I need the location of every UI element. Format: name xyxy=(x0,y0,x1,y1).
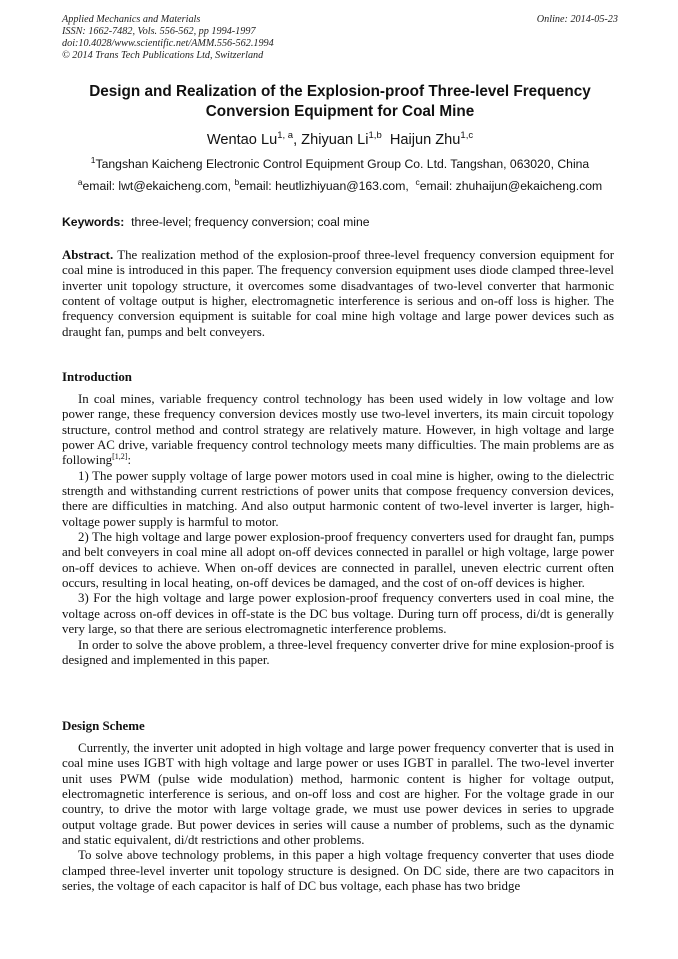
paragraph xyxy=(62,392,614,469)
paragraph-end: : xyxy=(127,453,132,468)
introduction-body xyxy=(62,392,614,668)
affiliation-text: Tangshan Kaicheng Electronic Control Equipment Group Co. Ltd. Tangshan, 063020, China xyxy=(95,157,590,171)
title-line-1: Design and Realization of the Explosion-proof Three-level Frequency xyxy=(89,83,591,100)
title-line-2: Conversion Equipment for Coal Mine xyxy=(205,103,475,120)
paragraph: 3) For the high voltage and large power explosion-proof frequency converters used in coal mine, the voltage across on-off devices in off-state is the DC bus voltage. During turn off process, di/dt is generally very large, so that there are serious electromagnetic interference problems. xyxy=(62,591,614,637)
email-mark: a xyxy=(77,177,83,187)
keywords-text: three-level; frequency conversion; coal mine xyxy=(131,215,370,229)
design-scheme-body xyxy=(62,741,614,894)
email-link[interactable]: email: zhuhaijun@ekaicheng.com xyxy=(419,179,603,193)
email-list xyxy=(62,178,618,194)
affiliation xyxy=(62,156,618,172)
author-affil-mark: 1,c xyxy=(460,130,474,141)
author-affil-mark: 1,b xyxy=(368,130,382,141)
paragraph: Currently, the inverter unit adopted in high voltage and large power frequency converter that is used in coal mine uses IGBT with high voltage and large power or uses IGBT in parallel. The two-level inverter unit uses PWM (pulse wide modulation) method, harmonic content is higher for voltage output, electromagnetic interference is serious, and on-off loss and cost are higher. For the voltage grade in our country, to drive the motor with large voltage grade, we must use power devices in series to upgrade output voltage grade. But power devices in series will cause a number of problems, such as the dynamic and static equivalent, di/dt restrictions and other problems. xyxy=(62,741,614,848)
paper-title xyxy=(62,82,618,122)
issn-line: ISSN: 1662-7482, Vols. 556-562, pp 1994-1997 xyxy=(62,26,256,37)
email-mark: b xyxy=(234,177,240,187)
online-date: Online: 2014-05-23 xyxy=(536,14,618,25)
email-mark: c xyxy=(415,177,420,187)
paragraph-text: In coal mines, variable frequency control technology has been used widely in low voltage and low power range, these frequency conversion devices mostly use two-level inverters, its main circuit topology structure, control method and control strategy are relatively mature. However, in high voltage and large power AC drive, variable frequency control technology meets many difficulties. The main problems are as following xyxy=(62,392,614,468)
doi-line: doi:10.4028/www.scientific.net/AMM.556-562.1994 xyxy=(62,38,274,49)
abstract-text: The realization method of the explosion-proof three-level frequency conversion equipment for coal mine is introduced in this paper. The frequency conversion equipment uses diode clamped three-level inverter unit topology structure, it overcomes some disadvantages of two-level converter that harmonic content of voltage output is higher, electromagnetic interference is serious and on-off loss is higher. The frequency conversion equipment is suitable for coal mine high voltage and large power devices such as draught fan, pumps and belt conveyers. xyxy=(62,248,614,339)
author-name: Zhiyuan Li xyxy=(301,132,369,148)
affiliation-mark: 1 xyxy=(90,155,96,165)
journal-header xyxy=(62,14,618,62)
abstract xyxy=(62,248,614,340)
paragraph: To solve above technology problems, in this paper a high voltage frequency converter that uses diode clamped three-level inverter unit topology structure is designed. On DC side, there are two capacitors in series, the voltage of each capacitor is half of DC bus voltage, each phase has two bridge xyxy=(62,848,614,894)
author-name: Wentao Lu xyxy=(206,132,278,148)
abstract-label: Abstract. xyxy=(62,248,114,262)
email-link[interactable]: email: lwt@ekaicheng.com, xyxy=(82,179,235,193)
copyright-line: © 2014 Trans Tech Publications Ltd, Switzerland xyxy=(62,50,264,61)
keywords-label: Keywords: xyxy=(62,215,125,229)
author-separator: , xyxy=(293,132,302,148)
paragraph: 1) The power supply voltage of large power motors used in coal mine is higher, owing to the dielectric strength and withstanding current restrictions of power units that compose frequency conversion devices, there are difficulties in matching. And also output harmonic content of two-level inverter is larger, high-voltage power supply is harmful to motor. xyxy=(62,468,614,529)
paragraph: In order to solve the above problem, a three-level frequency converter drive for mine explosion-proof is designed and implemented in this paper. xyxy=(62,637,614,667)
journal-name: Applied Mechanics and Materials xyxy=(62,14,201,25)
author-affil-mark: 1, a xyxy=(277,130,294,141)
section-heading-design-scheme: Design Scheme xyxy=(62,719,145,733)
citation: [1,2] xyxy=(112,452,128,462)
paragraph: 2) The high voltage and large power explosion-proof frequency converters used for draught fan, pumps and belt conveyers in coal mine all adopt on-off devices connected in parallel or high voltage, large power on-off devices to achieve. When on-off devices are connected in parallel, uneven electric current often occurs, resulting in local heating, on-off devices be damaged, and the cost of on-off devices is higher. xyxy=(62,530,614,591)
section-heading-introduction: Introduction xyxy=(62,370,132,384)
keywords xyxy=(62,214,618,230)
author-list xyxy=(62,131,618,149)
author-name: Haijun Zhu xyxy=(389,132,461,148)
author-separator xyxy=(382,132,390,148)
email-link[interactable]: email: heutlizhiyuan@163.com, xyxy=(239,179,416,193)
